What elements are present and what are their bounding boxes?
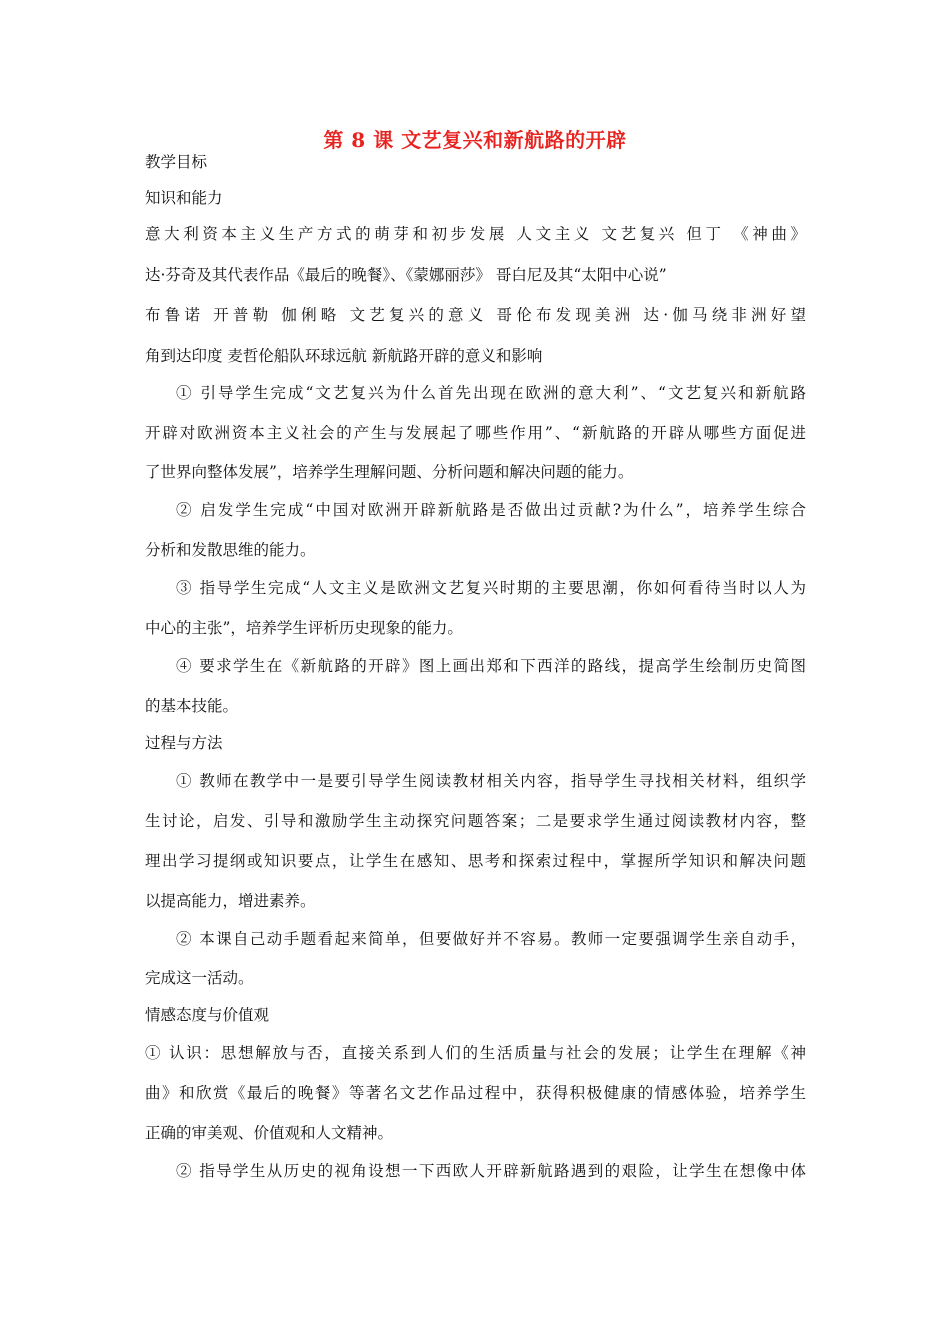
knowledge-line: 意大利资本主义生产方式的萌芽和初步发展 人文主义 文艺复兴 但丁 《神曲》 — [145, 225, 806, 243]
process-item-line: ① 教师在教学中一是要引导学生阅读教材相关内容，指导学生寻找相关材料，组织学 — [176, 772, 806, 790]
process-item-line: 以提高能力，增进素养。 — [145, 892, 316, 910]
ability-item-line: 分析和发散思维的能力。 — [145, 541, 316, 559]
ability-item-line: ② 启发学生完成“中国对欧洲开辟新航路是否做出过贡献?为什么”，培养学生综合 — [176, 501, 806, 519]
process-item-line: 理出学习提纲或知识要点，让学生在感知、思考和探索过程中，掌握所学知识和解决问题 — [145, 852, 806, 870]
process-item-line: 完成这一活动。 — [145, 969, 254, 987]
emotion-item-line: 正确的审美观、价值观和人文精神。 — [145, 1124, 394, 1142]
ability-item-line: 的基本技能。 — [145, 697, 239, 715]
ability-item-line: ① 引导学生完成“文艺复兴为什么首先出现在欧洲的意大利”、“文艺复兴和新航路 — [176, 384, 806, 402]
ability-item-line: ③ 指导学生完成“人文主义是欧洲文艺复兴时期的主要思潮，你如何看待当时以人为 — [176, 579, 806, 597]
emotion-item-line: 曲》和欣赏《最后的晚餐》等著名文艺作品过程中，获得积极健康的情感体验，培养学生 — [145, 1084, 806, 1102]
emotion-item-line: ① 认识：思想解放与否，直接关系到人们的生活质量与社会的发展；让学生在理解《神 — [145, 1044, 806, 1062]
ability-item-line: 了世界向整体发展”，培养学生理解问题、分析问题和解决问题的能力。 — [145, 463, 634, 481]
ability-item-line: 中心的主张”，培养学生评析历史现象的能力。 — [145, 619, 463, 637]
knowledge-line: 角到达印度 麦哲伦船队环球远航 新航路开辟的意义和影响 — [145, 347, 543, 365]
ability-item-line: 开辟对欧洲资本主义社会的产生与发展起了哪些作用”、“新航路的开辟从哪些方面促进 — [145, 424, 806, 442]
heading-process-method: 过程与方法 — [145, 734, 223, 752]
process-item-line: 生讨论，启发、引导和激励学生主动探究问题答案；二是要求学生通过阅读教材内容，整 — [145, 812, 806, 830]
heading-emotion-values: 情感态度与价值观 — [145, 1006, 270, 1024]
ability-item-line: ④ 要求学生在《新航路的开辟》图上画出郑和下西洋的路线，提高学生绘制历史简图 — [176, 657, 806, 675]
lesson-title: 第 8 课 文艺复兴和新航路的开辟 — [323, 128, 627, 152]
knowledge-line: 布鲁诺 开普勒 伽俐略 文艺复兴的意义 哥伦布发现美洲 达·伽马绕非洲好望 — [145, 306, 806, 324]
process-item-line: ② 本课自己动手题看起来简单，但要做好并不容易。教师一定要强调学生亲自动手， — [176, 930, 806, 948]
heading-knowledge-ability: 知识和能力 — [145, 189, 223, 207]
emotion-item-line: ② 指导学生从历史的视角设想一下西欧人开辟新航路遇到的艰险，让学生在想像中体 — [176, 1162, 806, 1180]
heading-teaching-goals: 教学目标 — [145, 153, 208, 171]
knowledge-line: 达·芬奇及其代表作品《最后的晚餐》、《蒙娜丽莎》 哥白尼及其“太阳中心说” — [145, 266, 667, 284]
